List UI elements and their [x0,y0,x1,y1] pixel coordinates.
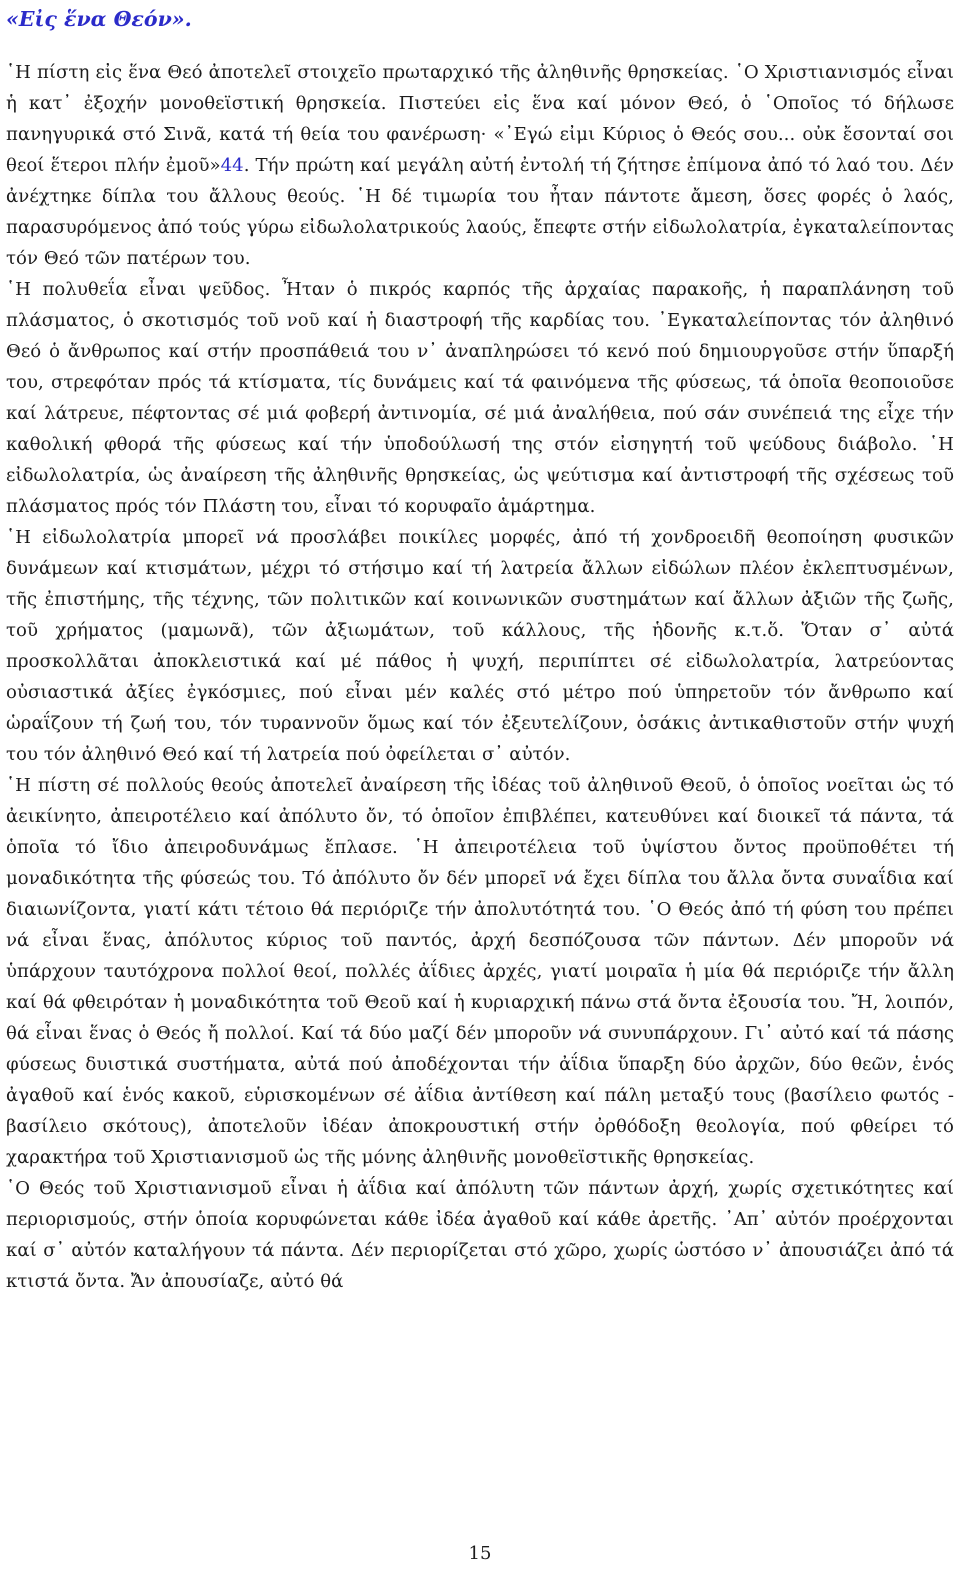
footnote-reference[interactable]: 44 [220,155,244,176]
paragraph-1-lead: ῾Η πίστη εἰς ἕνα Θεό ἀποτελεῖ στοιχεῖο πρωταρχικό τῆς ἀληθινῆς θρησκείας. ῾Ο Χριστιανισμός εἶναι ἡ κατ᾿ ἐξοχήν μονοθεϊστική θρησκεία. Πιστεύει εἰς ἕνα καί μόνον Θεό, ὁ ῾Οποῖος τό δήλωσε πανηγυρικά στό Σινᾶ, κατά τή θεία του φανέρωση· «᾿Εγώ εἰμι Κύριος ὁ Θεός σου... οὐκ ἔσονταί σοι θεοί ἕτεροι πλήν ἐμοῦ» [6,62,954,176]
paragraph-4: ῾Η πίστη σέ πολλούς θεούς ἀποτελεῖ ἀναίρεση τῆς ἰδέας τοῦ ἀληθινοῦ Θεοῦ, ὁ ὁποῖος νοεῖται ὡς τό ἀεικίνητο, ἀπειροτέλειο καί ἀπόλυτο ὄν, τό ὁποῖον ἐπιβλέπει, κατευθύνει καί διοικεῖ τά πάντα, τά ὁποῖα τό ἴδιο ἀπειροδυνάμως ἔπλασε. ῾Η ἀπειροτέλεια τοῦ ὑψίστου ὄντος προϋποθέτει τή μοναδικότητα τῆς φύσεώς του. Τό ἀπόλυτο ὄν δέν μπορεῖ νά ἔχει δίπλα του ἄλλα ὄντα συναΐδια καί διαιωνίζοντα, γιατί κάτι τέτοιο θά περιόριζε τήν ἀπολυτότητά του. ῾Ο Θεός ἀπό τή φύση του πρέπει νά εἶναι ἕνας, ἀπόλυτος κύριος τοῦ παντός, ἀρχή δεσπόζουσα τῶν πάντων. Δέν μποροῦν νά ὑπάρχουν ταυτόχρονα πολλοί θεοί, πολλές ἀΐδιες ἀρχές, γιατί μοιραῖα ἡ μία θά περιόριζε τήν ἄλλη καί θά φθειρόταν ἡ μοναδικότητα τοῦ Θεοῦ καί ἡ κυριαρχική πάνω στά ὄντα ἐξουσία του. Ἤ, λοιπόν, θά εἶναι ἕνας ὁ Θεός ἤ πολλοί. Καί τά δύο μαζί δέν μποροῦν νά συνυπάρχουν. Γι᾿ αὐτό καί τά πάσης φύσεως δυιστικά συστήματα, αὐτά πού ἀποδέχονται τήν ἀΐδια ὕπαρξη δύο ἀρχῶν, δύο θεῶν, ἑνός ἀγαθοῦ καί ἑνός κακοῦ, εὑρισκομένων σέ ἀΐδια ἀντίθεση καί πάλη μεταξύ τους (βασίλειο φωτός - βασίλειο σκότους), ἀποτελοῦν ἰδέαν ἀποκρουστική στήν ὀρθόδοξη θεολογία, πού φθείρει τό χαρακτήρα τοῦ Χριστιανισμοῦ ὡς τῆς μόνης ἀληθινῆς μονοθεϊστικῆς θρησκείας. [6,775,954,1168]
paragraph-1-tail: . Τήν πρώτη καί μεγάλη αὐτή ἐντολή τή ζήτησε ἐπίμονα ἀπό τό λαό του. Δέν ἀνέχτηκε δίπλα του ἄλλους θεούς. ῾Η δέ τιμωρία του ἦταν πάντοτε ἄμεση, ὅσες φορές ὁ λαός, παρασυρόμενος ἀπό τούς γύρω εἰδωλολατρικούς λαούς, ἔπεφτε στήν εἰδωλολατρία, ἐγκαταλείποντας τόν Θεό τῶν πατέρων του. [6,155,954,269]
document-page [6,4,954,1297]
paragraph-3: ῾Η εἰδωλολατρία μπορεῖ νά προσλάβει ποικίλες μορφές, ἀπό τή χονδροειδῆ θεοποίηση φυσικῶν δυνάμεων καί κτισμάτων, μέχρι τό στήσιμο καί τή λατρεία ἄλλων εἰδώλων πλέον ἐκλεπτυσμένων, τῆς ἐπιστήμης, τῆς τέχνης, τῶν πολιτικῶν καί κοινωνικῶν συστημάτων καί ἄλλων ἀξιῶν τῆς ζωῆς, τοῦ χρήματος (μαμωνᾶ), τῶν ἀξιωμάτων, τοῦ κάλλους, τῆς ἡδονῆς κ.τ.ὅ. Ὅταν σ᾿ αὐτά προσκολλᾶται ἀποκλειστικά καί μέ πάθος ἡ ψυχή, περιπίπτει σέ εἰδωλολατρία, λατρεύοντας οὐσιαστικά ἀξίες ἐγκόσμιες, πού εἶναι μέν καλές στό μέτρο πού ὑπηρετοῦν τόν ἄνθρωπο καί ὡραΐζουν τή ζωή του, τόν τυραννοῦν ὅμως καί τόν ἐξευτελίζουν, ὁσάκις ἀντικαθιστοῦν στήν ψυχή του τόν ἀληθινό Θεό καί τή λατρεία πού ὀφείλεται σ᾿ αὐτόν. [6,527,954,765]
paragraph-5: ῾Ο Θεός τοῦ Χριστιανισμοῦ εἶναι ἡ ἀΐδια καί ἀπόλυτη τῶν πάντων ἀρχή, χωρίς σχετικότητες καί περιορισμούς, στήν ὁποία κορυφώνεται κάθε ἰδέα ἀγαθοῦ καί κάθε ἀρετῆς. ᾿Απ᾿ αὐτόν προέρχονται καί σ᾿ αὐτόν καταλήγουν τά πάντα. Δέν περιορίζεται στό χῶρο, χωρίς ὡστόσο ν᾿ ἀπουσιάζει ἀπό τά κτιστά ὄντα. Ἄν ἀπουσίαζε, αὐτό θά [6,1178,954,1292]
section-title: «Εἰς ἕνα Θεόν». [6,7,192,31]
paragraph-2: ῾Η πολυθεΐα εἶναι ψεῦδος. Ἦταν ὁ πικρός καρπός τῆς ἀρχαίας παρακοῆς, ἡ παραπλάνηση τοῦ πλάσματος, ὁ σκοτισμός τοῦ νοῦ καί ἡ διαστροφή τῆς καρδίας του. ᾿Εγκαταλείποντας τόν ἀληθινό Θεό ὁ ἄνθρωπος καί στήν προσπάθειά του ν᾿ ἀναπληρώσει τό κενό πού δημιουργοῦσε στήν ὕπαρξή του, στρεφόταν πρός τά κτίσματα, τίς δυνάμεις καί τά φαινόμενα τῆς φύσεως, τά ὁποῖα θεοποιοῦσε καί λάτρευε, πέφτοντας σέ μιά φοβερή ἀντινομία, σέ μιά ἀναλήθεια, πού σάν συνέπειά της εἶχε τήν καθολική φθορά τῆς φύσεως καί τήν ὑποδούλωσή της στόν εἰσηγητή τοῦ ψεύδους διάβολο. ῾Η εἰδωλολατρία, ὡς ἀναίρεση τῆς ἀληθινῆς θρησκείας, ὡς ψεύτισμα καί ἀντιστροφή τῆς σχέσεως τοῦ πλάσματος πρός τόν Πλάστη του, εἶναι τό κορυφαῖο ἁμάρτημα. [6,279,954,517]
paragraph-1 [6,57,954,274]
page-number: 15 [468,1543,492,1564]
